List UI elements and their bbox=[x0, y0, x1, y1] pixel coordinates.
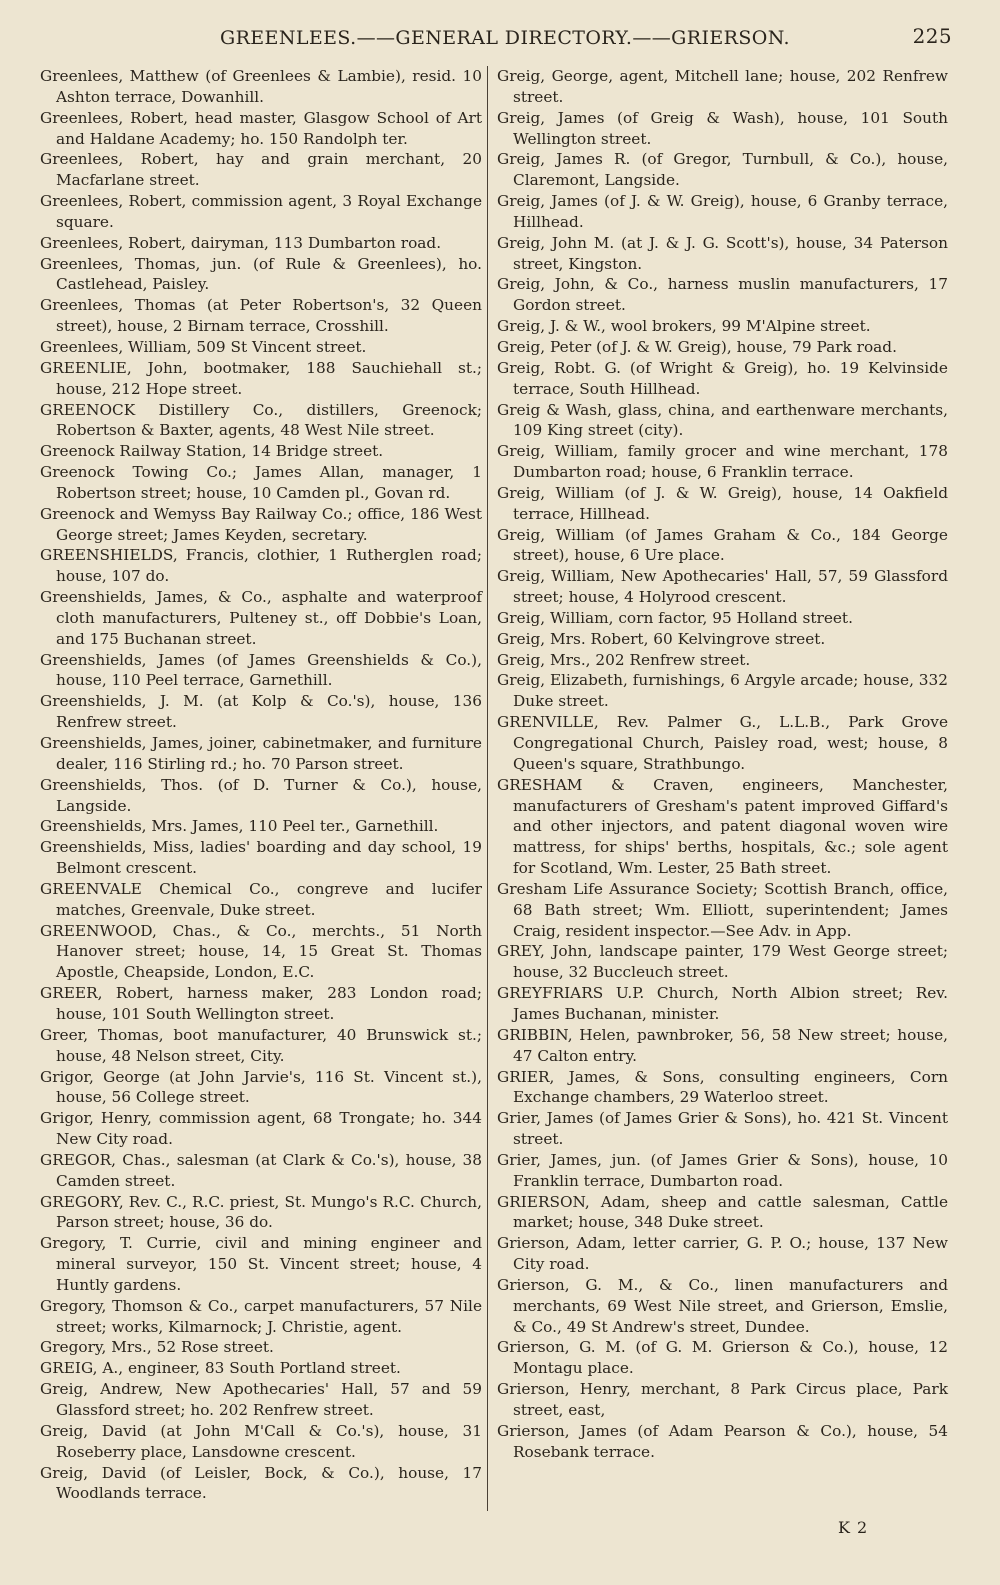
directory-entry: Greenock Railway Station, 14 Bridge street. bbox=[40, 442, 384, 461]
directory-entry: GREENWOOD, Chas., & Co., merchts., 51 North Hanover street; house, 14, 15 Great St. Thomas Apostle, Cheapside, London, E.C. bbox=[40, 921, 482, 982]
directory-entry: Gregory, Mrs., 52 Rose street. bbox=[40, 1338, 274, 1357]
directory-entry: GRENVILLE, Rev. Palmer G., L.L.B., Park Grove Congregational Church, Paisley road, west; house, 8 Queen's square, Strathbungo. bbox=[497, 713, 948, 773]
directory-entry: Greig, Mrs. Robert, 60 Kelvingrove street. bbox=[497, 629, 826, 648]
directory-entry: Greenshields, James, joiner, cabinetmaker, and furniture dealer, 116 Stirling rd.; ho. 70 Parson street. bbox=[40, 734, 482, 773]
directory-entry: Greig, John M. (at J. & J. G. Scott's), house, 34 Paterson street, Kingston. bbox=[497, 233, 948, 273]
directory-entry: Greenshields, James, & Co., asphalte and waterproof cloth manufacturers, Pulteney st., off Dobbie's Loan, and 175 Buchanan street. bbox=[40, 588, 482, 648]
directory-entry: GREIG, A., engineer, 83 South Portland street. bbox=[40, 1359, 401, 1378]
directory-entry: Greer, Thomas, boot manufacturer, 40 Brunswick st.; house, 48 Nelson street, City. bbox=[40, 1025, 482, 1065]
directory-entry: GREENLIE, John, bootmaker, 188 Sauchiehall st.; house, 212 Hope street. bbox=[40, 358, 482, 398]
directory-entry: Greenock Towing Co.; James Allan, manager, 1 Robertson street; house, 10 Camden pl., Govan rd. bbox=[40, 463, 482, 502]
directory-entry: Greenshields, Thos. (of D. Turner & Co.), house, Langside. bbox=[40, 775, 482, 815]
directory-entry: Greig, Peter (of J. & W. Greig), house, 79 Park road. bbox=[497, 337, 897, 356]
directory-entry: Greenlees, William, 509 St Vincent street. bbox=[40, 337, 367, 356]
directory-entry: Grierson, Henry, merchant, 8 Park Circus place, Park street, east, bbox=[497, 1380, 948, 1419]
directory-entry: Greenshields, Mrs. James, 110 Peel ter., Garnethill. bbox=[40, 817, 439, 836]
directory-entry: Greenlees, Matthew (of Greenlees & Lambie), resid. 10 Ashton terrace, Dowanhill. bbox=[40, 67, 482, 106]
directory-entry: Greig, William (of James Graham & Co., 184 George street), house, 6 Ure place. bbox=[497, 525, 948, 565]
directory-entry: Greig, William, family grocer and wine merchant, 178 Dumbarton road; house, 6 Franklin terrace. bbox=[497, 442, 948, 482]
directory-entry: Gresham Life Assurance Society; Scottish Branch, office, 68 Bath street; Wm. Elliott, superintendent; James Craig, resident inspector.—See Adv. in App. bbox=[497, 879, 948, 940]
directory-entry: GREYFRIARS U.P. Church, North Albion street; Rev. James Buchanan, minister. bbox=[497, 984, 948, 1023]
directory-entry: Greenock and Wemyss Bay Railway Co.; office, 186 West George street; James Keyden, secretary. bbox=[40, 504, 482, 544]
running-title: GREENLEES.——GENERAL DIRECTORY.——GRIERSON. bbox=[220, 27, 790, 49]
directory-entry: Greig, William, New Apothecaries' Hall, 57, 59 Glassford street; house, 4 Holyrood crescent. bbox=[497, 567, 948, 607]
left-column bbox=[40, 66, 482, 1504]
directory-entry: Greig & Wash, glass, china, and earthenware merchants, 109 King street (city). bbox=[497, 400, 948, 440]
directory-entry: GRESHAM & Craven, engineers, Manchester, manufacturers of Gresham's patent improved Giffard's and other injectors, and patent diagonal woven wire mattress, for ships' berths, hospitals, &c.; sole agent for Scotland, Wm. Lester, 25 Bath street. bbox=[497, 775, 948, 878]
directory-entry: Greenlees, Robert, head master, Glasgow School of Art and Haldane Academy; ho. 150 Randolph ter. bbox=[40, 108, 482, 148]
directory-entry: GREENOCK Distillery Co., distillers, Greenock; Robertson & Baxter, agents, 48 West Nile street. bbox=[40, 400, 482, 440]
directory-entry: Greig, J. & W., wool brokers, 99 M'Alpine street. bbox=[497, 317, 871, 336]
directory-entry: Greig, Elizabeth, furnishings, 6 Argyle arcade; house, 332 Duke street. bbox=[497, 671, 948, 711]
directory-entry: GREENVALE Chemical Co., congreve and lucifer matches, Greenvale, Duke street. bbox=[40, 879, 482, 919]
directory-entry: Grierson, James (of Adam Pearson & Co.), house, 54 Rosebank terrace. bbox=[497, 1421, 948, 1461]
directory-entry: GREENSHIELDS, Francis, clothier, 1 Rutherglen road; house, 107 do. bbox=[40, 546, 482, 586]
directory-entry: Greig, William (of J. & W. Greig), house, 14 Oakfield terrace, Hillhead. bbox=[497, 483, 948, 523]
directory-entry: Greenlees, Robert, hay and grain merchant, 20 Macfarlane street. bbox=[40, 150, 482, 190]
directory-entry: GREGOR, Chas., salesman (at Clark & Co.'s), house, 38 Camden street. bbox=[40, 1150, 482, 1190]
directory-entry: Grierson, G. M. (of G. M. Grierson & Co.), house, 12 Montagu place. bbox=[497, 1338, 948, 1378]
directory-entry: Greig, Andrew, New Apothecaries' Hall, 57 and 59 Glassford street; ho. 202 Renfrew street. bbox=[40, 1380, 482, 1419]
directory-entry: Greenlees, Thomas, jun. (of Rule & Greenlees), ho. Castlehead, Paisley. bbox=[40, 254, 482, 294]
directory-entry: Greig, James (of J. & W. Greig), house, 6 Granby terrace, Hillhead. bbox=[497, 192, 948, 231]
directory-entry: Greig, David (at John M'Call & Co.'s), house, 31 Roseberry place, Lansdowne crescent. bbox=[40, 1421, 482, 1461]
directory-entry: Greenlees, Thomas (at Peter Robertson's, 32 Queen street), house, 2 Birnam terrace, Crosshill. bbox=[40, 296, 482, 336]
directory-entry: Greenlees, Robert, dairyman, 113 Dumbarton road. bbox=[40, 233, 442, 252]
directory-entry: Grigor, George (at John Jarvie's, 116 St. Vincent st.), house, 56 College street. bbox=[40, 1067, 482, 1107]
directory-entry: Grierson, G. M., & Co., linen manufacturers and merchants, 69 West Nile street, and Grierson, Emslie, & Co., 49 St Andrew's street, Dundee. bbox=[497, 1275, 948, 1336]
directory-entry: GRIBBIN, Helen, pawnbroker, 56, 58 New street; house, 47 Calton entry. bbox=[497, 1025, 948, 1065]
directory-entry: Greig, David (of Leisler, Bock, & Co.), house, 17 Woodlands terrace. bbox=[40, 1463, 482, 1503]
directory-entry: Greenshields, Miss, ladies' boarding and day school, 19 Belmont crescent. bbox=[40, 838, 482, 878]
directory-entry: GRIER, James, & Sons, consulting engineers, Corn Exchange chambers, 29 Waterloo street. bbox=[497, 1067, 948, 1107]
directory-entry: GRIERSON, Adam, sheep and cattle salesman, Cattle market; house, 348 Duke street. bbox=[497, 1192, 948, 1232]
directory-entry: Grigor, Henry, commission agent, 68 Trongate; ho. 344 New City road. bbox=[40, 1109, 482, 1149]
directory-entry: Grier, James (of James Grier & Sons), ho. 421 St. Vincent street. bbox=[497, 1109, 948, 1149]
directory-entry: Gregory, T. Currie, civil and mining engineer and mineral surveyor, 150 St. Vincent street; house, 4 Huntly gardens. bbox=[40, 1234, 482, 1294]
column-divider bbox=[487, 66, 488, 1511]
directory-entry: Gregory, Thomson & Co., carpet manufacturers, 57 Nile street; works, Kilmarnock; J. Christie, agent. bbox=[40, 1296, 482, 1336]
directory-entry: GREGORY, Rev. C., R.C. priest, St. Mungo's R.C. Church, Parson street; house, 36 do. bbox=[40, 1192, 482, 1232]
directory-entry: Greenshields, James (of James Greenshields & Co.), house, 110 Peel terrace, Garnethill. bbox=[40, 650, 482, 690]
directory-entry: GREY, John, landscape painter, 179 West George street; house, 32 Buccleuch street. bbox=[497, 942, 948, 982]
directory-entry: Greig, Robt. G. (of Wright & Greig), ho. 19 Kelvinside terrace, South Hillhead. bbox=[497, 358, 948, 398]
page-number: 225 bbox=[912, 24, 952, 48]
directory-entry: GREER, Robert, harness maker, 283 London road; house, 101 South Wellington street. bbox=[40, 984, 482, 1023]
directory-entry: Grierson, Adam, letter carrier, G. P. O.; house, 137 New City road. bbox=[497, 1234, 948, 1274]
directory-entry: Grier, James, jun. (of James Grier & Sons), house, 10 Franklin terrace, Dumbarton road. bbox=[497, 1150, 948, 1190]
directory-entry: Greenlees, Robert, commission agent, 3 Royal Exchange square. bbox=[40, 192, 482, 231]
right-column bbox=[497, 66, 948, 1463]
page-header bbox=[0, 22, 1000, 52]
directory-entry: Greig, Mrs., 202 Renfrew street. bbox=[497, 650, 751, 669]
directory-entry: Greig, John, & Co., harness muslin manufacturers, 17 Gordon street. bbox=[497, 275, 948, 315]
signature-mark: K 2 bbox=[838, 1518, 869, 1537]
directory-entry: Greenshields, J. M. (at Kolp & Co.'s), house, 136 Renfrew street. bbox=[40, 692, 482, 732]
directory-entry: Greig, George, agent, Mitchell lane; house, 202 Renfrew street. bbox=[497, 67, 948, 106]
directory-entry: Greig, James (of Greig & Wash), house, 101 South Wellington street. bbox=[497, 108, 948, 148]
directory-entry: Greig, James R. (of Gregor, Turnbull, & Co.), house, Claremont, Langside. bbox=[497, 150, 948, 190]
directory-entry: Greig, William, corn factor, 95 Holland street. bbox=[497, 608, 853, 627]
